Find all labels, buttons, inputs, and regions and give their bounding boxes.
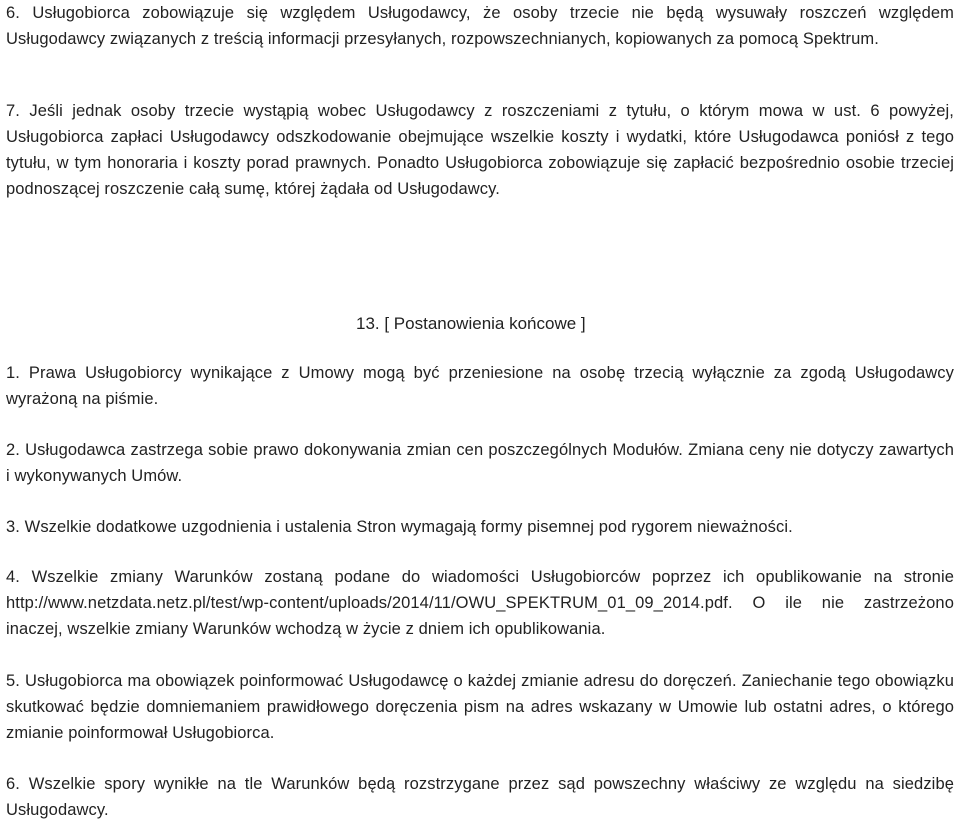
section-item-4: 4. Wszelkie zmiany Warunków zostaną podane do wiadomości Usługobiorców poprzez ich opublikowanie na stronie http://www.netzdata.netz.pl/test/wp-content/uploads/2014/11/OWU_SPEKTRUM_01_09_2014.pdf. O ile nie zastrzeżono inaczej, wszelkie zmiany Warunków wchodzą w życie z dniem ich opublikowania. — [6, 568, 954, 638]
section-heading: 13. [ Postanowienia końcowe ] — [356, 314, 586, 333]
paragraph-6: 6. Usługobiorca zobowiązuje się względem Usługodawcy, że osoby trzecie nie będą wysuwały roszczeń względem Usługodawcy związanych z treścią informacji przesyłanych, rozpowszechnianych, kopiowanych za pomocą Spektrum. — [6, 4, 954, 48]
section-item-1: 1. Prawa Usługobiorcy wynikające z Umowy mogą być przeniesione na osobę trzecią wyłącznie za zgodą Usługodawcy wyrażoną na piśmie. — [6, 364, 954, 408]
paragraph-7: 7. Jeśli jednak osoby trzecie wystąpią wobec Usługodawcy z roszczeniami z tytułu, o którym mowa w ust. 6 powyżej, Usługobiorca zapłaci Usługodawcy odszkodowanie obejmujące wszelkie koszty i wydatki, które Usługodawca poniósł z tego tytułu, w tym honoraria i koszty porad prawnych. Ponadto Usługobiorca zobowiązuje się zapłacić bezpośrednio osobie trzeciej podnoszącej roszczenie całą sumę, której żądała od Usługodawcy. — [6, 102, 954, 198]
section-item-3: 3. Wszelkie dodatkowe uzgodnienia i ustalenia Stron wymagają formy pisemnej pod rygorem nieważności. — [6, 518, 793, 536]
section-item-6: 6. Wszelkie spory wynikłe na tle Warunków będą rozstrzygane przez sąd powszechny właściwy ze względu na siedzibę Usługodawcy. — [6, 775, 954, 819]
section-item-5: 5. Usługobiorca ma obowiązek poinformować Usługodawcę o każdej zmianie adresu do doręczeń. Zaniechanie tego obowiązku skutkować będzie domniemaniem prawidłowego doręczenia pism na adres wskazany w Umowie lub ostatni adres, o którego zmianie poinformował Usługobiorca. — [6, 672, 954, 742]
section-item-2: 2. Usługodawca zastrzega sobie prawo dokonywania zmian cen poszczególnych Modułów. Zmiana ceny nie dotyczy zawartych i wykonywanych Umów. — [6, 441, 954, 485]
